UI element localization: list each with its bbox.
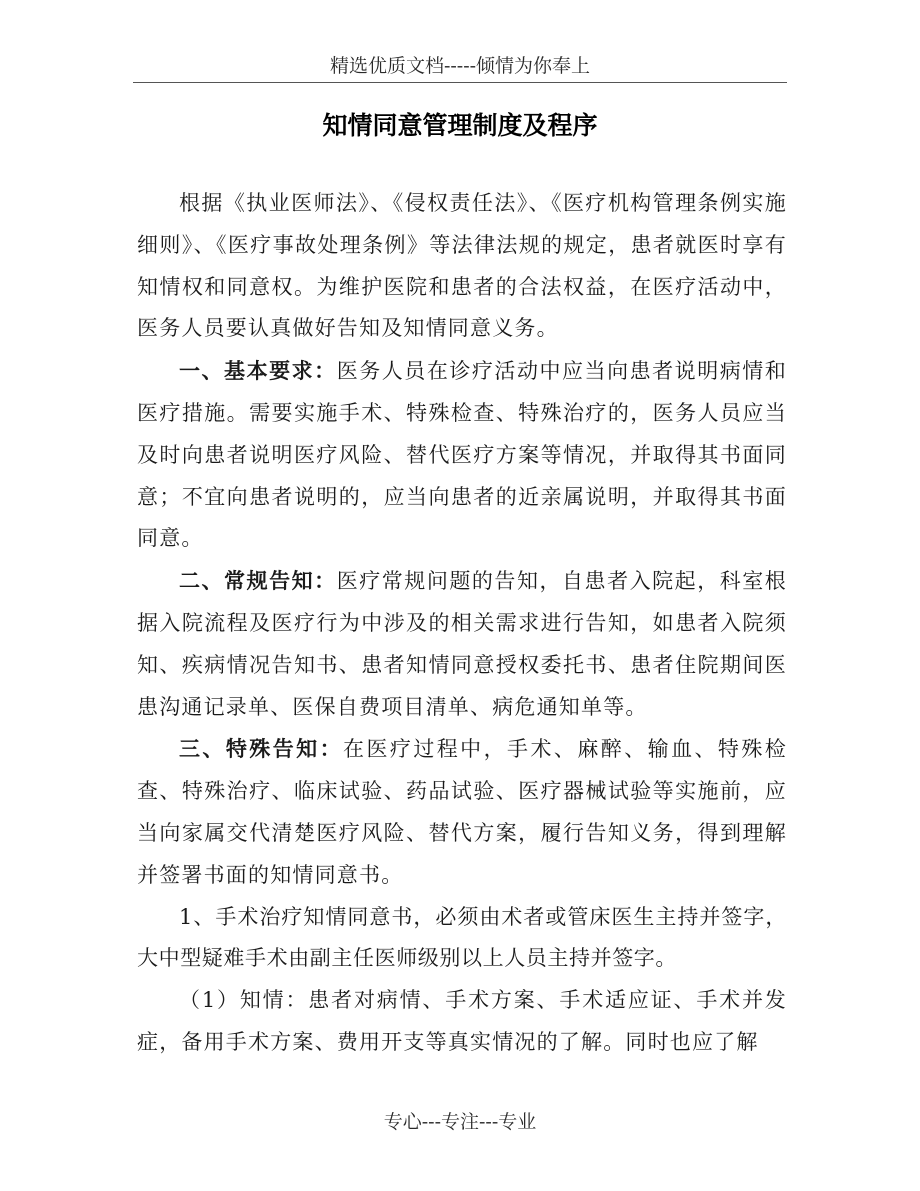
page-footer: 专心---专注---专业	[383, 1111, 537, 1133]
paragraph-intro: 根据《执业医师法》、《侵权责任法》、《医疗机构管理条例实施细则》、《医疗事故处理条例》等法律法规的规定，患者就医时享有知情权和同意权。为维护医院和患者的合法权益，在医疗活动中，医务人员要认真做好告知及知情同意义务。	[137, 191, 787, 341]
paragraph-special-notice	[137, 728, 787, 896]
document-title: 知情同意管理制度及程序	[322, 111, 598, 140]
paragraph-routine-notice	[137, 560, 787, 728]
paragraph-informed: （1）知情：患者对病情、手术方案、手术适应证、手术并发症，备用手术方案、费用开支等真实情况的了解。同时也应了解	[137, 988, 787, 1054]
section-heading-basic: 一、基本要求：	[179, 358, 337, 384]
paragraph-surgery-consent: 1、手术治疗知情同意书，必须由术者或管床医生主持并签字，大中型疑难手术由副主任医师级别以上人员主持并签字。	[137, 904, 787, 971]
section-text-special: 在医疗过程中，手术、麻醉、输血、特殊检查、特殊治疗、临床试验、药品试验、医疗器械试验等实施前，应当向家属交代清楚医疗风险、替代方案，履行告知义务，得到理解并签署书面的知情同意书。	[137, 737, 787, 887]
page-header: 精选优质文档-----倾情为你奉上	[329, 55, 591, 77]
document-body	[137, 183, 787, 1064]
section-text-basic: 医务人员在诊疗活动中应当向患者说明病情和医疗措施。需要实施手术、特殊检查、特殊治疗的，医务人员应当及时向患者说明医疗风险、替代医疗方案等情况，并取得其书面同意；不宜向患者说明的，应当向患者的近亲属说明，并取得其书面同意。	[137, 359, 787, 551]
section-text-routine: 医疗常规问题的告知，自患者入院起，科室根据入院流程及医疗行为中涉及的相关需求进行告知，如患者入院须知、疾病情况告知书、患者知情同意授权委托书、患者住院期间医患沟通记录单、医保自费项目清单、病危通知单等。	[137, 569, 787, 719]
section-heading-routine: 二、常规告知：	[179, 568, 337, 594]
paragraph-basic-requirements	[137, 350, 787, 560]
header-divider	[133, 82, 787, 83]
section-heading-special: 三、特殊告知：	[179, 736, 344, 762]
